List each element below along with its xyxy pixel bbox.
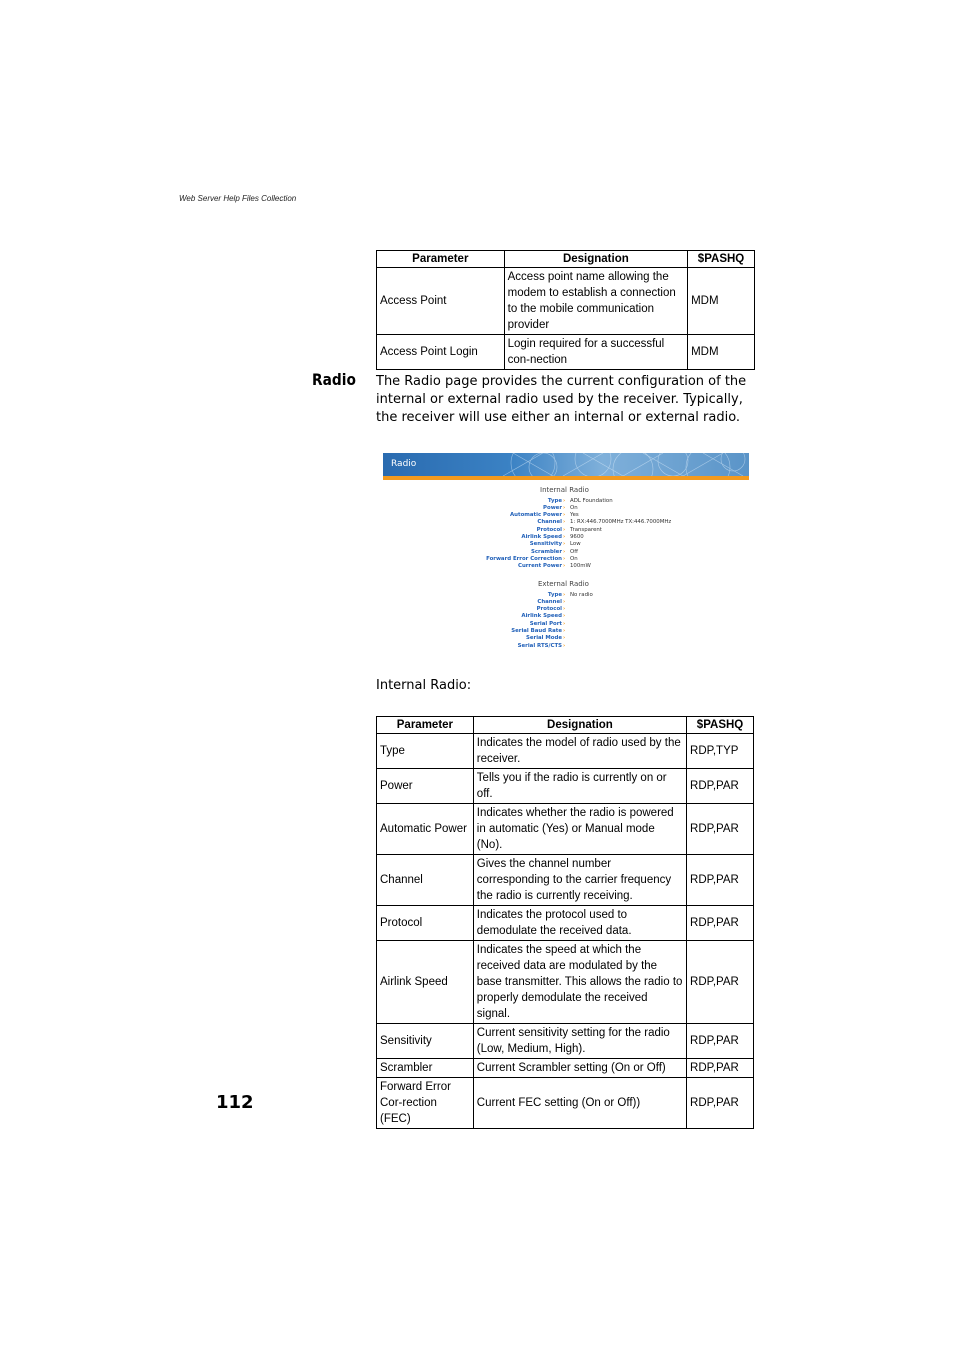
section-intro: The Radio page provides the current configuration of the internal or external radio used by the receiver. Typically, the receiver will use either an internal or external radio. [376, 374, 747, 425]
chevron-right-icon: › [563, 613, 566, 620]
table-cell: Access point name allowing the modem to establish a connection to the mobile communication provider [504, 268, 687, 335]
setting-label: Power [543, 504, 562, 511]
chevron-right-icon: › [563, 642, 566, 649]
radio-setting-row [383, 599, 749, 606]
setting-label: Type [547, 591, 562, 598]
setting-value: Off [570, 548, 578, 555]
setting-label: Current Power [517, 563, 562, 570]
column-header: $PASHQ [687, 717, 754, 734]
setting-value: 9600 [570, 534, 584, 540]
radio-setting-row [383, 628, 749, 635]
radio-setting-row [383, 498, 749, 505]
table-cell: Type [377, 734, 474, 769]
setting-label: Serial Mode [526, 635, 562, 642]
table-cell: Protocol [377, 906, 474, 941]
table-cell: Scrambler [377, 1059, 474, 1078]
table-caption: Internal Radio: [376, 678, 472, 693]
radio-setting-row [383, 613, 749, 620]
table-cell: RDP,PAR [687, 855, 754, 906]
radio-setting-row [383, 512, 749, 519]
setting-value: Low [570, 541, 581, 548]
chevron-right-icon: › [563, 620, 566, 627]
table-cell: Tells you if the radio is currently on or off. [473, 769, 686, 804]
table-cell: Access Point [377, 268, 505, 335]
setting-label: Airlink Speed [521, 613, 562, 620]
table-cell: Current FEC setting (On or Off)) [473, 1078, 686, 1129]
table-cell: Access Point Login [377, 335, 505, 370]
table-row [377, 769, 754, 804]
table-cell: Indicates whether the radio is powered in automatic (Yes) or Manual mode (No). [473, 804, 686, 855]
table-row [377, 1024, 754, 1059]
column-header: Parameter [377, 717, 474, 734]
table-cell: Indicates the protocol used to demodulate the received data. [473, 906, 686, 941]
table-cell: RDP,PAR [687, 1078, 754, 1129]
table-cell: Airlink Speed [377, 941, 474, 1024]
table-row [377, 734, 754, 769]
chevron-right-icon: › [563, 512, 566, 519]
setting-label: Serial Port [529, 620, 562, 627]
setting-value: No radio [570, 591, 593, 598]
radio-setting-row [383, 592, 749, 599]
radio-setting-row [383, 563, 749, 570]
table-cell: RDP,PAR [687, 804, 754, 855]
setting-label: Sensitivity [529, 541, 562, 548]
table-cell: Indicates the speed at which the received data are modulated by the base transmitter. This allows the radio to properly demodulate the received signal. [473, 941, 686, 1024]
table-cell: RDP,PAR [687, 1024, 754, 1059]
setting-label: Automatic Power [510, 512, 562, 519]
chevron-right-icon: › [563, 555, 566, 562]
radio-setting-row [383, 606, 749, 613]
chevron-right-icon: › [563, 563, 566, 570]
banner-accent-bar [383, 476, 749, 480]
radio-setting-row [383, 519, 749, 526]
setting-value: Yes [570, 512, 579, 519]
setting-label: Serial RTS/CTS [517, 642, 562, 649]
page-number: 112 [216, 1092, 254, 1113]
table-cell: Login required for a successful con-nection [504, 335, 687, 370]
chevron-right-icon: › [563, 591, 566, 598]
table-cell: Forward Error Cor-rection (FEC) [377, 1078, 474, 1129]
setting-label: Channel [537, 519, 562, 526]
setting-label: Protocol [536, 606, 562, 613]
table-cell: Indicates the model of radio used by the receiver. [473, 734, 686, 769]
chevron-right-icon: › [563, 497, 566, 504]
chevron-right-icon: › [563, 598, 566, 605]
table-row [377, 335, 755, 370]
table-header-row [377, 251, 755, 268]
table-row [377, 1059, 754, 1078]
radio-setting-row [383, 556, 749, 563]
external-radio-heading: External Radio [538, 580, 589, 588]
setting-label: Channel [537, 598, 562, 605]
table-cell: MDM [688, 335, 755, 370]
radio-setting-row [383, 549, 749, 556]
radio-banner [383, 453, 749, 476]
chevron-right-icon: › [563, 541, 566, 548]
table-cell: Channel [377, 855, 474, 906]
radio-setting-row [383, 527, 749, 534]
radio-setting-row [383, 621, 749, 628]
running-header: Web Server Help Files Collection [179, 194, 297, 203]
table-row [377, 268, 755, 335]
chevron-right-icon: › [563, 526, 566, 533]
chevron-right-icon: › [563, 548, 566, 555]
column-header: $PASHQ [688, 251, 755, 268]
table-cell: RDP,PAR [687, 769, 754, 804]
column-header: Designation [473, 717, 686, 734]
table-cell: RDP,PAR [687, 1059, 754, 1078]
table-cell: Power [377, 769, 474, 804]
setting-label: Type [547, 497, 562, 504]
radio-setting-row [383, 643, 749, 650]
radio-page-screenshot [383, 453, 749, 658]
setting-label: Scrambler [530, 548, 562, 555]
column-header: Designation [504, 251, 687, 268]
chevron-right-icon: › [563, 504, 566, 511]
table-row [377, 855, 754, 906]
chevron-right-icon: › [563, 628, 566, 634]
table-row [377, 1078, 754, 1129]
radio-setting-row [383, 541, 749, 548]
chevron-right-icon: › [563, 606, 566, 613]
column-header: Parameter [377, 251, 505, 268]
setting-value: 100mW [570, 563, 591, 570]
table-cell: Current sensitivity setting for the radio (Low, Medium, High). [473, 1024, 686, 1059]
table-cell: MDM [688, 268, 755, 335]
banner-pattern-icon [383, 453, 749, 476]
setting-value: Transparent [570, 526, 602, 533]
setting-label: Airlink Speed [521, 534, 562, 540]
table-cell: Sensitivity [377, 1024, 474, 1059]
setting-value: ADL Foundation [570, 497, 613, 504]
radio-setting-row [383, 635, 749, 642]
table-cell: RDP,TYP [687, 734, 754, 769]
table-row [377, 941, 754, 1024]
table-cell: RDP,PAR [687, 941, 754, 1024]
section-title: Radio [312, 370, 356, 389]
table-cell: Automatic Power [377, 804, 474, 855]
radio-setting-row [383, 534, 749, 541]
setting-label: Serial Baud Rate [511, 628, 562, 634]
radio-setting-row [383, 505, 749, 512]
table-header-row [377, 717, 754, 734]
table-cell: Gives the channel number corresponding to the carrier frequency the radio is currently receiving. [473, 855, 686, 906]
chevron-right-icon: › [563, 534, 566, 540]
chevron-right-icon: › [563, 519, 566, 526]
setting-value: 1: RX:446.7000MHz TX:446.7000MHz [570, 519, 672, 526]
chevron-right-icon: › [563, 635, 566, 642]
access-point-table [376, 250, 755, 370]
setting-label: Forward Error Correction [486, 555, 562, 562]
table-cell: RDP,PAR [687, 906, 754, 941]
table-row [377, 906, 754, 941]
banner-title: Radio [391, 459, 417, 469]
table-row [377, 804, 754, 855]
internal-radio-heading: Internal Radio [540, 486, 589, 494]
internal-radio-table [376, 716, 754, 1129]
setting-value: On [570, 504, 578, 511]
table-cell: Current Scrambler setting (On or Off) [473, 1059, 686, 1078]
setting-value: On [570, 555, 578, 562]
setting-label: Protocol [536, 526, 562, 533]
